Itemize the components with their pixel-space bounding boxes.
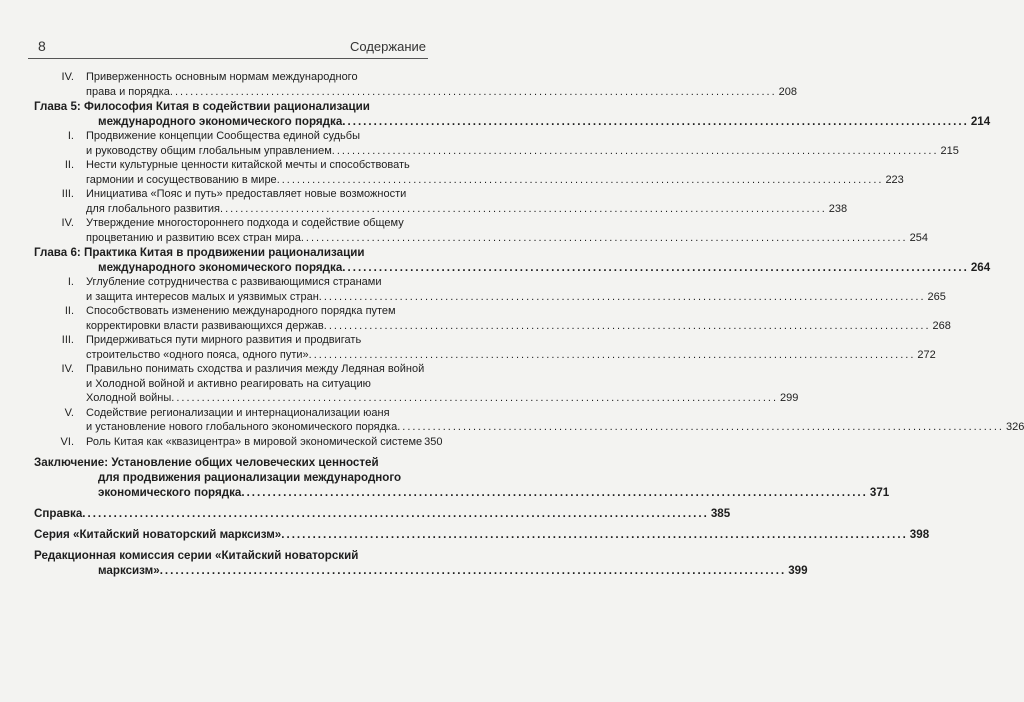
table-of-contents [34, 70, 1024, 578]
entry-title-line: Глава 6: Практика Китая в продвижении рационализации [34, 246, 365, 259]
toc-chapter-entry[interactable] [34, 99, 991, 129]
leader-dots: ........................................................................................................................ [281, 528, 908, 541]
entry-title-line: Продвижение концепции Сообщества единой судьбы [86, 130, 360, 142]
page-ref: 371 [869, 486, 890, 499]
section-number: I. [67, 276, 74, 288]
toc-chapter-entry[interactable] [34, 527, 930, 542]
leader-dots: ........................................................................................................................ [323, 319, 931, 332]
entry-title-line: для глобального развития [86, 202, 221, 215]
page-ref: 254 [909, 231, 928, 244]
section-number: II. [64, 159, 74, 171]
entry-title-line: и Холодной войной и активно реагировать на ситуацию [86, 377, 371, 390]
entry-title-line: Глава 5: Философия Китая в содействии рационализации [34, 100, 370, 113]
entry-title-line: Роль Китая как «квазицентра» в мировой экономической системе [86, 435, 423, 448]
entry-title-line: процветанию и развитию всех стран мира [86, 231, 301, 244]
section-number: I. [67, 130, 74, 142]
toc-chapter-entry[interactable] [34, 455, 890, 500]
toc-section-entry[interactable] [34, 362, 799, 406]
page-number: 8 [38, 38, 46, 54]
leader-dots: ........................................................................................................................ [331, 144, 939, 157]
entry-title-line: Приверженность основным нормам международного [86, 71, 358, 83]
entry-title-line: гармонии и сосуществованию в мире [86, 173, 277, 186]
page-ref: 268 [932, 319, 951, 332]
entry-title-line: корректировки власти развивающихся держав [86, 319, 324, 332]
section-number: IV. [61, 71, 74, 83]
section-number: III. [61, 188, 74, 200]
section-number: II. [64, 305, 74, 317]
leader-dots: ........................................................................................................................ [220, 202, 827, 215]
leader-dots: ........................................................................................................................ [342, 261, 969, 274]
toc-chapter-entry[interactable] [34, 245, 991, 275]
page-ref: 265 [927, 290, 946, 303]
toc-chapter-entry[interactable] [34, 548, 808, 578]
entry-title-line: Придерживаться пути мирного развития и продвигать [86, 334, 362, 346]
page-ref: 264 [970, 261, 991, 274]
entry-title-line: Способствовать изменению международного порядка путем [86, 305, 396, 317]
section-title: Содержание [350, 39, 426, 54]
leader-dots: ........................................................................................................................ [169, 85, 777, 98]
toc-chapter-entry[interactable] [34, 506, 731, 521]
entry-title-line: Правильно понимать сходства и различия между Ледяная войной [86, 363, 425, 375]
section-number: VI. [60, 435, 74, 448]
entry-title-line: Содействие регионализации и интернационализации юаня [86, 406, 390, 419]
leader-dots: ........................................................................................................................ [171, 392, 779, 404]
page-ref: 223 [885, 173, 904, 186]
entry-title-line: и руководству общим глобальным управлением [86, 144, 332, 157]
toc-section-entry[interactable] [34, 187, 848, 216]
toc-section-entry[interactable] [34, 129, 959, 158]
section-number: IV. [61, 217, 74, 229]
toc-section-entry[interactable] [34, 70, 798, 99]
entry-title-line: права и порядка [86, 85, 170, 98]
entry-title-line: Утверждение многостороннего подхода и содействие общему [86, 217, 404, 229]
page-ref: 299 [780, 392, 799, 404]
toc-section-entry[interactable] [34, 158, 904, 187]
entry-title-line: Заключение: Установление общих человеческих ценностей [34, 456, 379, 469]
toc-section-entry[interactable] [34, 435, 443, 450]
entry-title-line: Редакционная комиссия серии «Китайский новаторский [34, 549, 359, 562]
toc-section-entry[interactable] [34, 406, 1024, 435]
page-ref: 399 [788, 564, 808, 577]
toc-section-entry[interactable] [34, 216, 928, 245]
section-number: V. [64, 406, 74, 419]
section-number: III. [61, 334, 74, 346]
page-ref: 208 [778, 85, 798, 98]
toc-section-entry[interactable] [34, 333, 936, 362]
page-ref: 215 [940, 144, 959, 157]
page-ref: 272 [917, 348, 936, 361]
leader-dots: ........................................................................................................................ [397, 421, 1004, 433]
entry-title-line: и защита интересов малых и уязвимых стран [86, 290, 319, 303]
entry-title-line: для продвижения рационализации международного [98, 471, 402, 484]
section-number: IV. [61, 363, 74, 375]
entry-title-line: Инициатива «Пояс и путь» предоставляет новые возможности [86, 188, 407, 200]
leader-dots: ........................................................................................................................ [241, 486, 868, 499]
entry-title-line: строительство «одного пояса, одного пути» [86, 348, 309, 361]
leader-dots: ........................................................................................................................ [276, 173, 884, 186]
entry-title-line: Углубление сотрудничества с развивающимися странами [86, 276, 382, 288]
running-header [28, 36, 428, 59]
leader-dots: ........................................................................................................................ [300, 231, 908, 244]
leader-dots: ........................................................................................................................ [308, 348, 916, 361]
toc-section-entry[interactable] [34, 275, 946, 304]
page-ref: 350 [424, 435, 443, 448]
leader-dots: ........................................................................................................................ [342, 115, 969, 128]
leader-dots: ........................................................................................................................ [82, 507, 709, 520]
entry-title-line: экономического порядка [98, 486, 242, 499]
entry-title-line: международного экономического порядка [98, 115, 343, 128]
page-ref: 238 [828, 202, 848, 215]
entry-title-line: международного экономического порядка [98, 261, 343, 274]
page-ref: 398 [909, 528, 930, 541]
page-ref: 385 [710, 507, 731, 520]
entry-title-line: Серия «Китайский новаторский марксизм» [34, 528, 282, 541]
entry-title-line: марксизм» [98, 564, 160, 577]
entry-title-line: и установление нового глобального экономического порядка [86, 421, 398, 433]
leader-dots: ........................................................................................................................ [318, 290, 926, 303]
toc-section-entry[interactable] [34, 304, 951, 333]
page-ref: 326 [1005, 421, 1024, 433]
leader-dots: ........................................................................................................................ [159, 564, 787, 577]
entry-title-line: Нести культурные ценности китайской мечты и способствовать [86, 159, 410, 171]
entry-title-line: Холодной войны [86, 392, 172, 404]
entry-title-line: Справка [34, 507, 83, 520]
page-ref: 214 [970, 115, 991, 128]
